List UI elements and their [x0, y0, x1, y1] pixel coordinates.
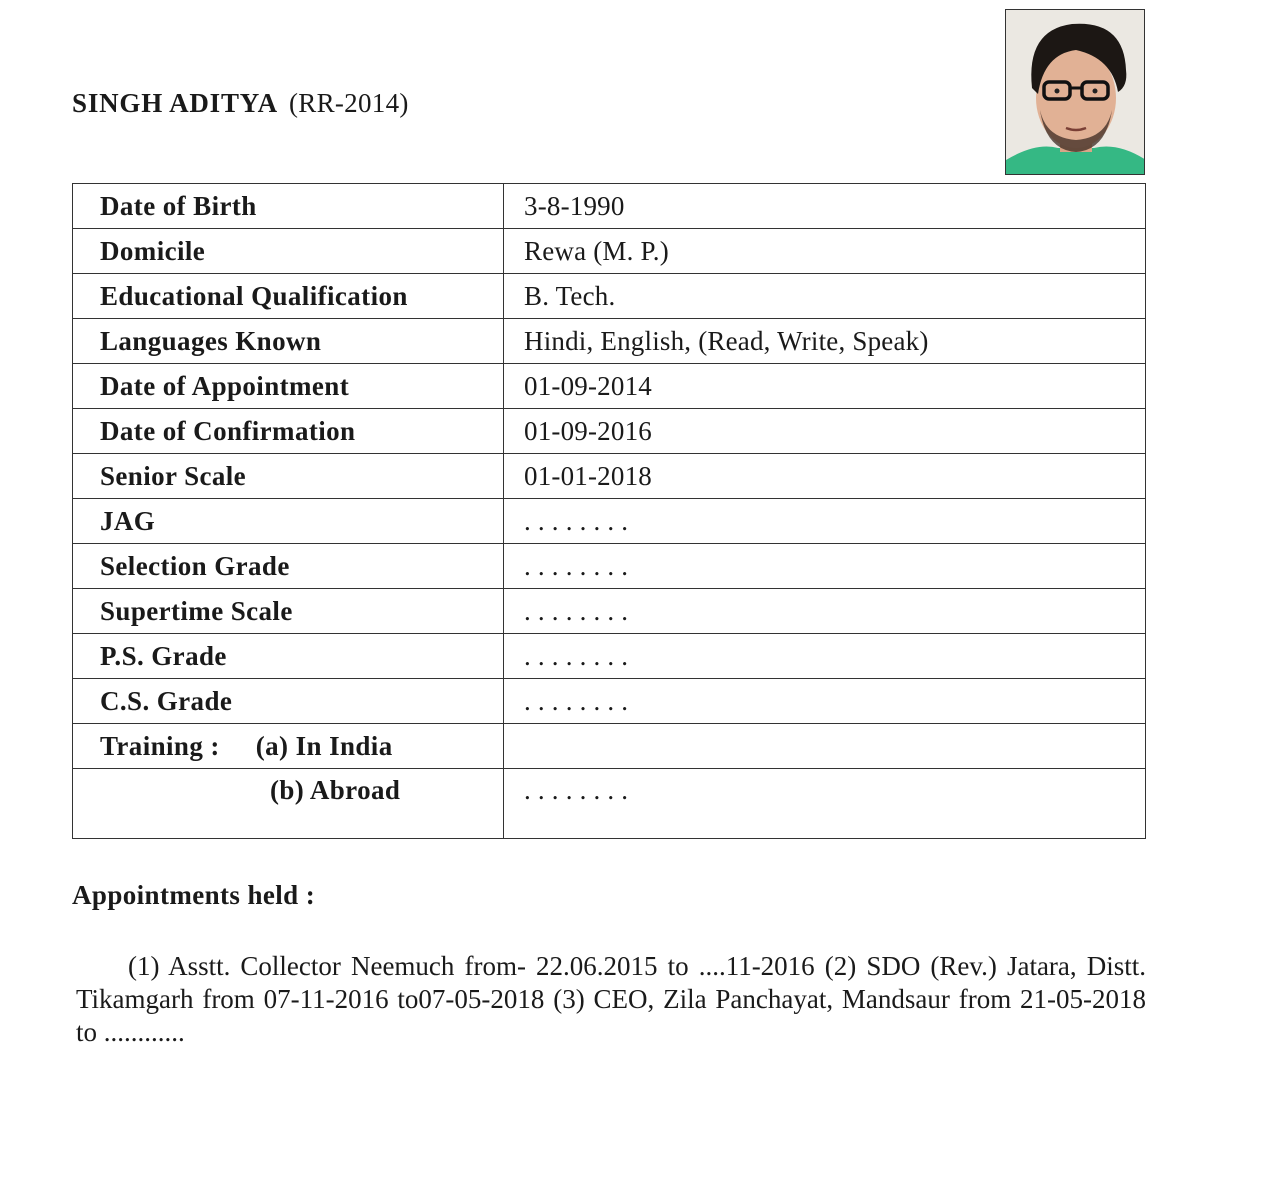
row-label-selection-grade: Selection Grade [73, 544, 504, 589]
table-row [73, 679, 1146, 724]
row-value-date-of-appointment: 01-09-2014 [504, 364, 1146, 409]
training-label: Training : [100, 730, 220, 761]
training-abroad-label: (b) Abroad [270, 775, 401, 805]
appointments-title: Appointments held : [72, 880, 316, 910]
officer-photo [1005, 9, 1145, 175]
training-india-label: (a) In India [255, 730, 393, 761]
table-row [73, 319, 1146, 364]
row-value-date-of-birth: 3-8-1990 [504, 184, 1146, 229]
table-row [73, 274, 1146, 319]
officer-name: SINGH ADITYA [72, 88, 278, 118]
table-row-training-abroad [73, 769, 1146, 839]
table-row [73, 454, 1146, 499]
service-details-table [72, 183, 1146, 839]
table-row [73, 499, 1146, 544]
table-row [73, 184, 1146, 229]
row-label-domicile: Domicile [73, 229, 504, 274]
row-label-date-of-appointment: Date of Appointment [73, 364, 504, 409]
row-label-supertime-scale: Supertime Scale [73, 589, 504, 634]
row-value-jag: . . . . . . . . [504, 499, 1146, 544]
row-label-senior-scale: Senior Scale [73, 454, 504, 499]
officer-batch: (RR-2014) [288, 88, 409, 118]
row-label-date-of-birth: Date of Birth [73, 184, 504, 229]
row-label-jag: JAG [73, 499, 504, 544]
row-label-training-abroad [73, 769, 504, 839]
row-label-educational-qualification: Educational Qualification [73, 274, 504, 319]
row-value-cs-grade: . . . . . . . . [504, 679, 1146, 724]
row-label-training [73, 724, 504, 769]
row-value-senior-scale: 01-01-2018 [504, 454, 1146, 499]
row-label-languages-known: Languages Known [73, 319, 504, 364]
table-row [73, 634, 1146, 679]
row-label-cs-grade: C.S. Grade [73, 679, 504, 724]
table-row [73, 589, 1146, 634]
row-value-date-of-confirmation: 01-09-2016 [504, 409, 1146, 454]
row-value-supertime-scale: . . . . . . . . [504, 589, 1146, 634]
table-row [73, 364, 1146, 409]
table-row-training-india [73, 724, 1146, 769]
row-value-educational-qualification: B. Tech. [504, 274, 1146, 319]
row-value-training-abroad: . . . . . . . . [504, 769, 1146, 839]
row-label-date-of-confirmation: Date of Confirmation [73, 409, 504, 454]
row-value-languages-known: Hindi, English, (Read, Write, Speak) [504, 319, 1146, 364]
row-value-training-india [504, 724, 1146, 769]
table-row [73, 409, 1146, 454]
row-value-domicile: Rewa (M. P.) [504, 229, 1146, 274]
row-value-ps-grade: . . . . . . . . [504, 634, 1146, 679]
table-row [73, 229, 1146, 274]
table-row [73, 544, 1146, 589]
officer-heading [72, 88, 409, 119]
row-label-ps-grade: P.S. Grade [73, 634, 504, 679]
row-value-selection-grade: . . . . . . . . [504, 544, 1146, 589]
appointments-text: (1) Asstt. Collector Neemuch from- 22.06.2015 to ....11-2016 (2) SDO (Rev.) Jatara, Distt. Tikamgarh from 07-11-2016 to07-05-2018 (3) CEO, Zila Panchayat, Mandsaur from 21-05-2018 to ............ [76, 951, 1146, 1047]
